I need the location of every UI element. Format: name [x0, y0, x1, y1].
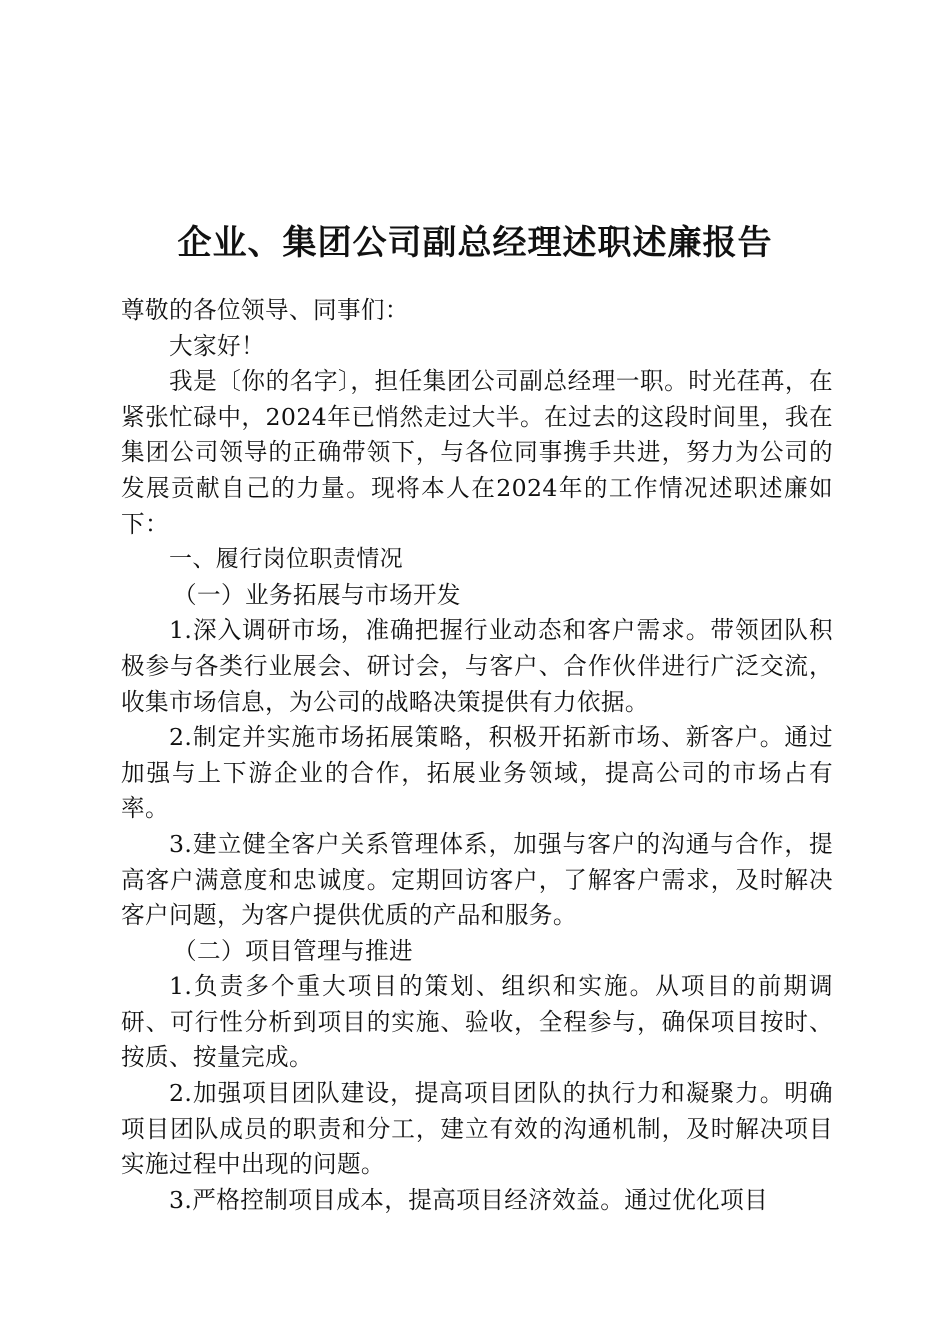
document-title: 企业、集团公司副总经理述职述廉报告	[177, 222, 773, 263]
section-heading: 一、履行岗位职责情况	[169, 546, 403, 573]
paragraph: 2.加强项目团队建设，提高项目团队的执行力和凝聚力。明确项目团队成员的职责和分工，建立有效的沟通机制，及时解决项目实施过程中出现的问题。	[121, 1079, 833, 1179]
paragraph: 1.负责多个重大项目的策划、组织和实施。从项目的前期调研、可行性分析到项目的实施、验收，全程参与，确保项目按时、按质、按量完成。	[121, 972, 833, 1072]
paragraph: 2.制定并实施市场拓展策略，积极开拓新市场、新客户。通过加强与上下游企业的合作，拓展业务领域，提高公司的市场占有率。	[121, 723, 833, 823]
intro-paragraph: 我是〔你的名字〕，担任集团公司副总经理一职。时光荏苒，在紧张忙碌中，2024年已悄然走过大半。在过去的这段时间里，我在集团公司领导的正确带领下，与各位同事携手共进，努力为公司的发展贡献自己的力量。现将本人在2024年的工作情况述职述廉如下：	[121, 367, 833, 538]
salutation: 尊敬的各位领导、同事们：	[121, 296, 409, 324]
paragraph: 3.建立健全客户关系管理体系，加强与客户的沟通与合作，提高客户满意度和忠诚度。定期回访客户，了解客户需求，及时解决客户问题，为客户提供优质的产品和服务。	[121, 829, 833, 930]
document-body	[121, 293, 833, 1218]
subsection-heading: （二）项目管理与推进	[173, 936, 413, 965]
subsection-heading: （一）业务拓展与市场开发	[173, 580, 461, 609]
paragraph: 3.严格控制项目成本，提高项目经济效益。通过优化项目	[169, 1185, 769, 1214]
paragraph: 1.深入调研市场，准确把握行业动态和客户需求。带领团队积极参与各类行业展会、研讨会，与客户、合作伙伴进行广泛交流，收集市场信息，为公司的战略决策提供有力依据。	[121, 616, 833, 716]
greeting: 大家好！	[169, 331, 265, 360]
